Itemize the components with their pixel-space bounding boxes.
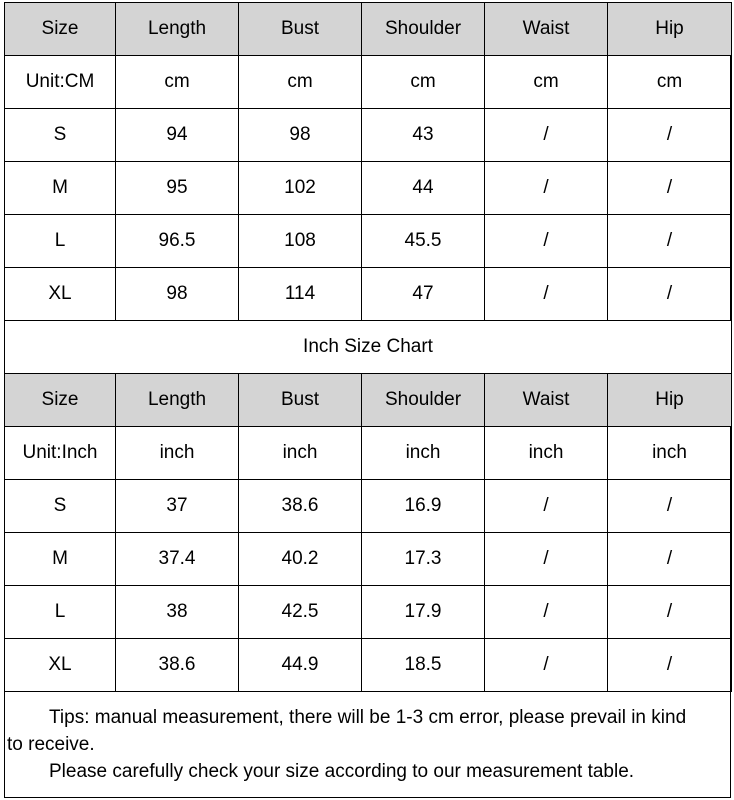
table-cell: inch <box>116 427 239 480</box>
table-cell: / <box>608 162 732 215</box>
table-cell: Unit:CM <box>5 56 116 109</box>
table-cell: Waist <box>485 374 608 427</box>
tips-note <box>5 688 730 797</box>
table-cell: 44.9 <box>239 639 362 692</box>
table-cell: cm <box>362 56 485 109</box>
table-row <box>5 162 732 215</box>
unit-row <box>5 56 732 109</box>
table-cell: Size <box>5 374 116 427</box>
table-row <box>5 586 732 639</box>
table-cell: 102 <box>239 162 362 215</box>
table-cell: 44 <box>362 162 485 215</box>
table-cell: M <box>5 533 116 586</box>
table-cell: Hip <box>608 374 732 427</box>
table-cell: 98 <box>239 109 362 162</box>
table-row <box>5 480 732 533</box>
table-cell: inch <box>485 427 608 480</box>
table-cell: / <box>608 109 732 162</box>
cm-table <box>5 3 732 321</box>
size-chart-table <box>4 2 732 692</box>
table-cell: 37.4 <box>116 533 239 586</box>
tips-line-1: Tips: manual measurement, there will be 1-3 cm error, please prevail in kind to receive. <box>7 707 687 755</box>
table-cell: / <box>485 268 608 321</box>
table-cell: inch <box>608 427 732 480</box>
header-row <box>5 374 732 427</box>
table-cell: cm <box>116 56 239 109</box>
table-cell: 40.2 <box>239 533 362 586</box>
table-cell: 43 <box>362 109 485 162</box>
table-cell: inch <box>362 427 485 480</box>
table-cell: XL <box>5 268 116 321</box>
table-cell: Waist <box>485 3 608 56</box>
table-cell: 98 <box>116 268 239 321</box>
table-cell: 114 <box>239 268 362 321</box>
table-cell: / <box>608 586 732 639</box>
table-cell: / <box>485 215 608 268</box>
table-cell: Bust <box>239 3 362 56</box>
table-row <box>5 215 732 268</box>
unit-row <box>5 427 732 480</box>
table-cell: / <box>485 109 608 162</box>
table-cell: Length <box>116 374 239 427</box>
table-row <box>5 639 732 692</box>
table-cell: Bust <box>239 374 362 427</box>
table-cell: / <box>608 480 732 533</box>
table-row <box>5 533 732 586</box>
table-row <box>5 109 732 162</box>
table-cell: 42.5 <box>239 586 362 639</box>
table-cell: 38 <box>116 586 239 639</box>
table-cell: XL <box>5 639 116 692</box>
table-cell: 17.3 <box>362 533 485 586</box>
table-cell: 38.6 <box>116 639 239 692</box>
table-cell: Hip <box>608 3 732 56</box>
size-chart-sheet <box>4 2 731 798</box>
table-cell: cm <box>485 56 608 109</box>
table-cell: / <box>485 162 608 215</box>
table-cell: S <box>5 480 116 533</box>
table-cell: L <box>5 586 116 639</box>
table-cell: Length <box>116 3 239 56</box>
table-cell: / <box>608 533 732 586</box>
table-row <box>5 268 732 321</box>
table-cell: L <box>5 215 116 268</box>
table-cell: / <box>485 533 608 586</box>
table-cell: M <box>5 162 116 215</box>
table-cell: Shoulder <box>362 374 485 427</box>
table-cell: 96.5 <box>116 215 239 268</box>
table-cell: 94 <box>116 109 239 162</box>
table-cell: / <box>485 586 608 639</box>
inch-table <box>5 374 732 692</box>
header-row <box>5 3 732 56</box>
table-cell: / <box>485 480 608 533</box>
table-cell: 38.6 <box>239 480 362 533</box>
table-cell: S <box>5 109 116 162</box>
table-cell: Unit:Inch <box>5 427 116 480</box>
table-cell: 18.5 <box>362 639 485 692</box>
table-cell: 37 <box>116 480 239 533</box>
table-cell: cm <box>608 56 732 109</box>
table-cell: 95 <box>116 162 239 215</box>
table-cell: 47 <box>362 268 485 321</box>
table-cell: cm <box>239 56 362 109</box>
table-cell: / <box>608 268 732 321</box>
table-cell: 17.9 <box>362 586 485 639</box>
table-cell: 45.5 <box>362 215 485 268</box>
table-cell: 108 <box>239 215 362 268</box>
table-cell: 16.9 <box>362 480 485 533</box>
table-cell: / <box>485 639 608 692</box>
table-cell: Shoulder <box>362 3 485 56</box>
table-cell: / <box>608 639 732 692</box>
tips-line-2: Please carefully check your size according to our measurement table. <box>49 761 635 782</box>
table-cell: / <box>608 215 732 268</box>
table-cell: Size <box>5 3 116 56</box>
table-cell: inch <box>239 427 362 480</box>
inch-size-chart-title: Inch Size Chart <box>5 321 732 374</box>
